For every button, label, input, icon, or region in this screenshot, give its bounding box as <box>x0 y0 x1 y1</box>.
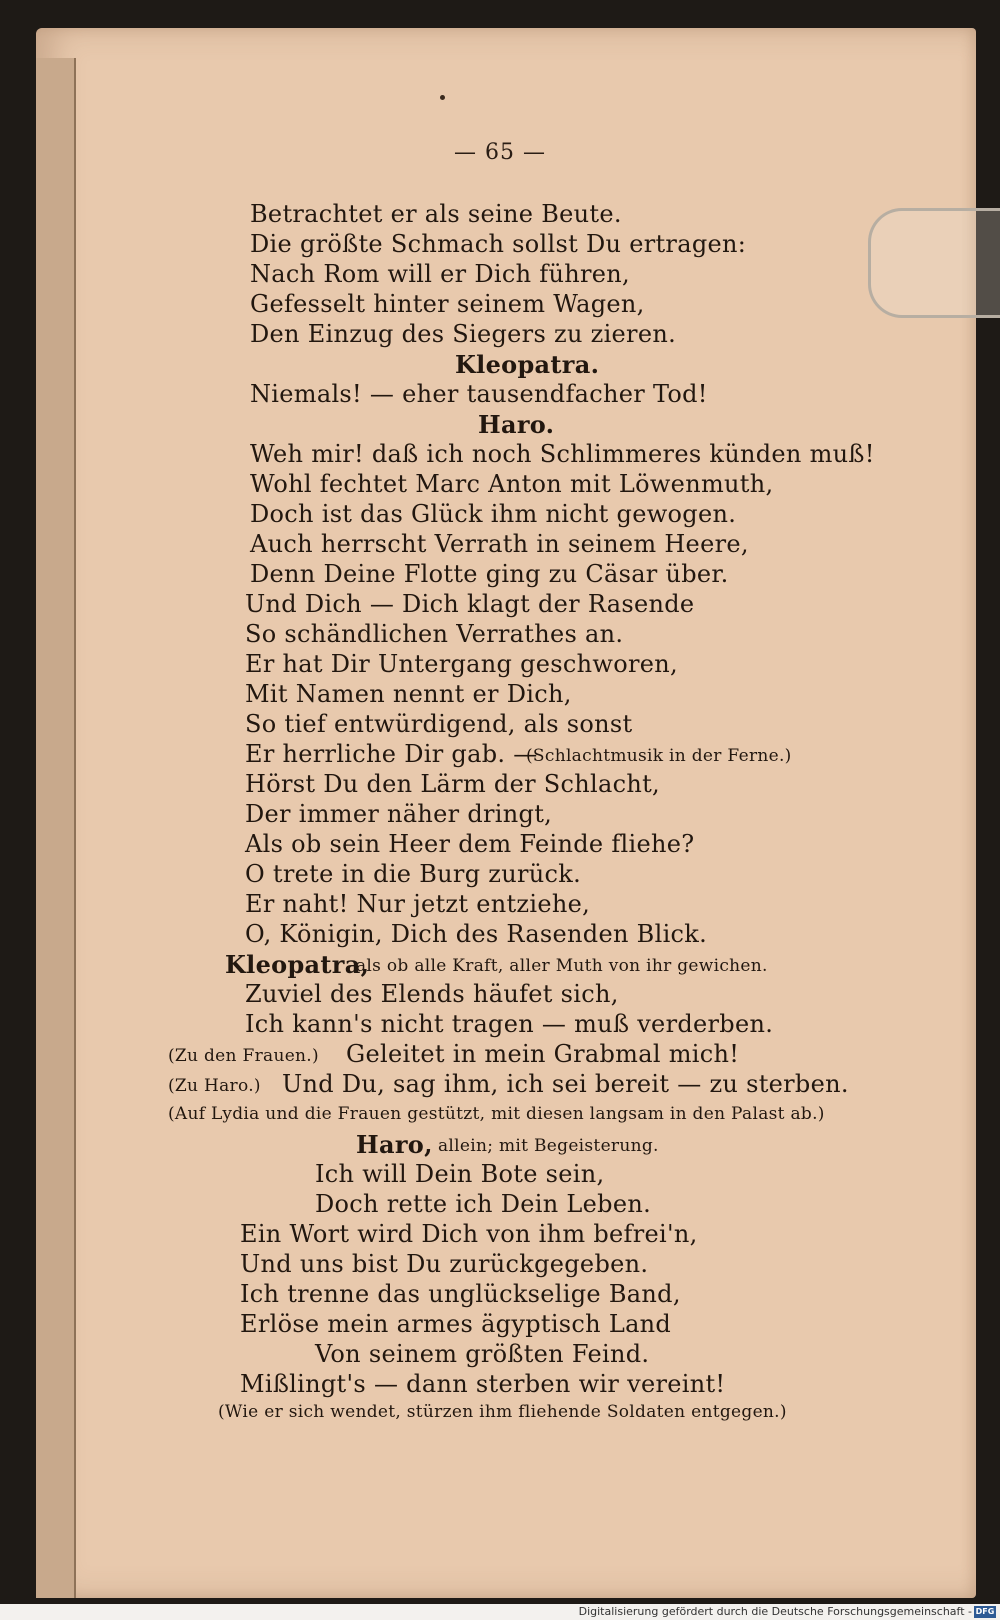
stage-direction: (Schlachtmusik in der Ferne.) <box>526 746 792 766</box>
facing-page-edge <box>36 58 76 1598</box>
text-line: Erlöse mein armes ägyptisch Land <box>240 1310 672 1338</box>
text-line: Ich kann's nicht tragen — muß verderben. <box>245 1010 774 1038</box>
text-line: Nach Rom will er Dich führen, <box>250 260 630 288</box>
stage-direction: (Auf Lydia und die Frauen gestützt, mit diesen langsam in den Palast ab.) <box>168 1104 825 1124</box>
text-line: Weh mir! daß ich noch Schlimmeres künden muß! <box>250 440 875 468</box>
text-line: Gefesselt hinter seinem Wagen, <box>250 290 645 318</box>
text-line: Mit Namen nennt er Dich, <box>245 680 572 708</box>
text-line: Er naht! Nur jetzt entziehe, <box>245 890 591 918</box>
stage-direction: (Zu Haro.) <box>168 1076 261 1096</box>
speaker-name: Kleopatra. <box>455 350 600 379</box>
text-line: Ich trenne das unglückselige Band, <box>240 1280 681 1308</box>
text-line: Er herrliche Dir gab. — <box>245 740 538 768</box>
text-line: Wohl fechtet Marc Anton mit Löwenmuth, <box>250 470 774 498</box>
text-line: Betrachtet er als seine Beute. <box>250 200 622 228</box>
text-line: Mißlingt's — dann sterben wir vereint! <box>240 1370 726 1398</box>
text-line: Niemals! — eher tausendfacher Tod! <box>250 380 708 408</box>
text-line: So tief entwürdigend, als sonst <box>245 710 633 738</box>
text-line: Doch rette ich Dein Leben. <box>315 1190 652 1218</box>
speaker-name: Kleopatra, <box>225 950 370 979</box>
text-line: Zuviel des Elends häufet sich, <box>245 980 619 1008</box>
text-line: O, Königin, Dich des Rasenden Blick. <box>245 920 708 948</box>
text-line: So schändlichen Verrathes an. <box>245 620 624 648</box>
text-line: Als ob sein Heer dem Feinde fliehe? <box>245 830 695 858</box>
stage-direction: (Wie er sich wendet, stürzen ihm fliehende Soldaten entgegen.) <box>218 1402 787 1422</box>
stage-direction: als ob alle Kraft, aller Muth von ihr gewichen. <box>356 956 768 976</box>
text-line: Er hat Dir Untergang geschworen, <box>245 650 678 678</box>
text-line: Denn Deine Flotte ging zu Cäsar über. <box>250 560 729 588</box>
text-line: Die größte Schmach sollst Du ertragen: <box>250 230 747 258</box>
ink-dot <box>440 95 445 100</box>
speaker-name: Haro, <box>356 1130 433 1159</box>
text-line: Ich will Dein Bote sein, <box>315 1160 605 1188</box>
text-line: Hörst Du den Lärm der Schlacht, <box>245 770 660 798</box>
text-line: Auch herrscht Verrath in seinem Heere, <box>250 530 749 558</box>
footer-bar <box>0 1604 1000 1620</box>
text-line: Der immer näher dringt, <box>245 800 553 828</box>
text-line: O trete in die Burg zurück. <box>245 860 582 888</box>
page-clip <box>868 208 1000 318</box>
stage-direction: (Zu den Frauen.) <box>168 1046 319 1066</box>
text-line: Und uns bist Du zurückgegeben. <box>240 1250 649 1278</box>
text-line: Ein Wort wird Dich von ihm befrei'n, <box>240 1220 698 1248</box>
text-line: Von seinem größten Feind. <box>315 1340 650 1368</box>
text-line: Doch ist das Glück ihm nicht gewogen. <box>250 500 737 528</box>
text-line: Den Einzug des Siegers zu zieren. <box>250 320 677 348</box>
speaker-name: Haro. <box>478 410 555 439</box>
stage-direction: allein; mit Begeisterung. <box>438 1136 659 1156</box>
text-line: Geleitet in mein Grabmal mich! <box>346 1040 740 1068</box>
text-line: Und Du, sag ihm, ich sei bereit — zu sterben. <box>282 1070 849 1098</box>
footer-credit: Digitalisierung gefördert durch die Deutsche Forschungsgemeinschaft - <box>578 1605 972 1618</box>
dfg-logo: DFG <box>975 1607 995 1616</box>
text-line: Und Dich — Dich klagt der Rasende <box>245 590 695 618</box>
page-number: — 65 — <box>454 140 546 165</box>
